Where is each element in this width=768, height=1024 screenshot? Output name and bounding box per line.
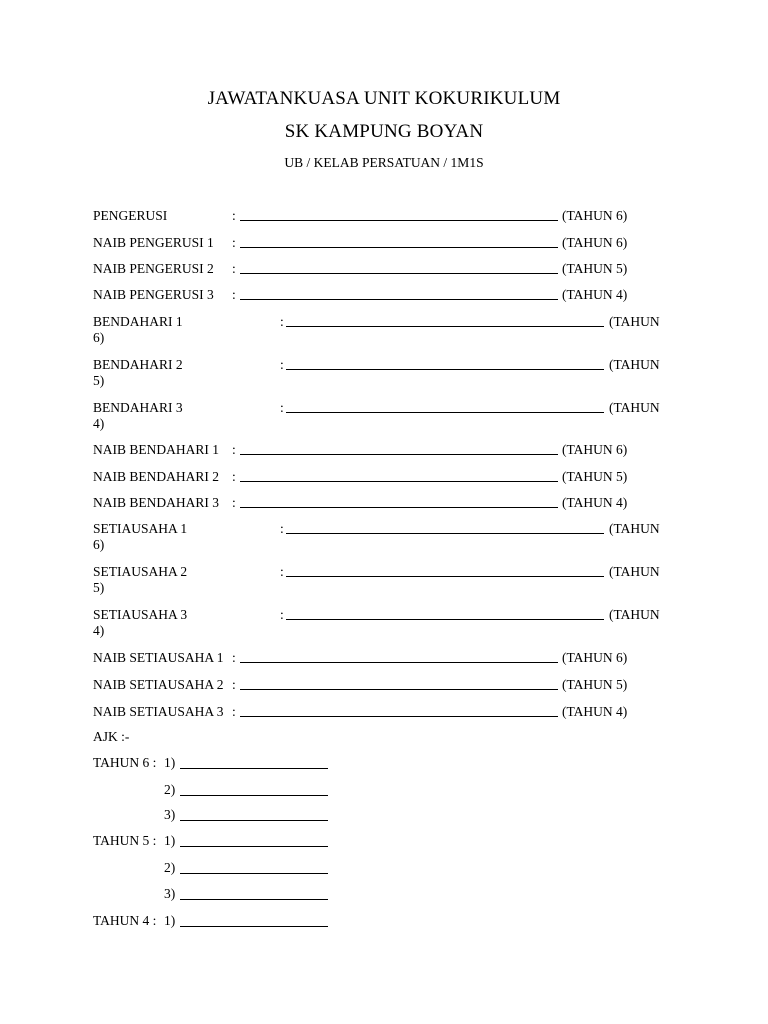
role-row: [93, 399, 693, 416]
tahun-label: (TAHUN 4): [562, 704, 628, 719]
document-title: JAWATANKUASA UNIT KOKURIKULUM: [207, 88, 561, 109]
tahun-continuation: 5): [93, 373, 105, 388]
name-fill-line[interactable]: [240, 442, 558, 455]
role-row: [93, 441, 693, 458]
tahun-label: (TAHUN 6): [562, 235, 628, 250]
ajk-item-number: 2): [164, 782, 176, 797]
ajk-item-number: 2): [164, 860, 176, 875]
role-label: PENGERUSI: [93, 208, 168, 223]
role-label: NAIB BENDAHARI 1: [93, 442, 219, 457]
role-label: NAIB PENGERUSI 2: [93, 261, 214, 276]
name-fill-line[interactable]: [240, 287, 558, 300]
role-row: [93, 286, 693, 303]
name-fill-line[interactable]: [240, 704, 558, 717]
role-colon: :: [232, 442, 236, 457]
role-row: [93, 606, 693, 623]
role-row: [93, 676, 693, 693]
name-fill-line[interactable]: [286, 400, 604, 413]
tahun-continuation: 6): [93, 537, 105, 552]
name-fill-line[interactable]: [286, 607, 604, 620]
tahun-continuation: 6): [93, 330, 105, 345]
tahun-label: (TAHUN: [609, 314, 660, 329]
role-row: [93, 649, 693, 666]
ajk-group-label: TAHUN 5 :: [93, 833, 157, 848]
document-subtitle: UB / KELAB PERSATUAN / 1M1S: [284, 155, 484, 170]
tahun-label: (TAHUN 5): [562, 261, 628, 276]
tahun-label: (TAHUN 4): [562, 287, 628, 302]
role-colon: :: [280, 607, 284, 622]
role-row: [93, 313, 693, 330]
name-fill-line[interactable]: [286, 357, 604, 370]
school-name: SK KAMPUNG BOYAN: [284, 121, 484, 142]
tahun-label: (TAHUN 6): [562, 650, 628, 665]
name-fill-line[interactable]: [240, 261, 558, 274]
ajk-item-number: 3): [164, 807, 176, 822]
tahun-label: (TAHUN 4): [562, 495, 628, 510]
role-row: [93, 563, 693, 580]
tahun-label: (TAHUN: [609, 357, 660, 372]
tahun-label: (TAHUN: [609, 564, 660, 579]
ajk-fill-line[interactable]: [180, 756, 328, 769]
tahun-label: (TAHUN: [609, 607, 660, 622]
role-label: NAIB SETIAUSAHA 2: [93, 677, 224, 692]
name-fill-line[interactable]: [286, 314, 604, 327]
ajk-item-number: 1): [164, 913, 176, 928]
name-fill-line[interactable]: [286, 521, 604, 534]
role-colon: :: [280, 314, 284, 329]
role-row: [93, 234, 693, 251]
tahun-label: (TAHUN 5): [562, 677, 628, 692]
tahun-continuation: 4): [93, 416, 105, 431]
ajk-item-number: 3): [164, 886, 176, 901]
ajk-fill-line[interactable]: [180, 861, 328, 874]
role-row: [93, 356, 693, 373]
tahun-continuation: 5): [93, 580, 105, 595]
name-fill-line[interactable]: [240, 677, 558, 690]
role-row: [93, 520, 693, 537]
role-label: NAIB SETIAUSAHA 3: [93, 704, 224, 719]
role-colon: :: [232, 495, 236, 510]
ajk-group-label: TAHUN 6 :: [93, 755, 157, 770]
role-label: BENDAHARI 3: [93, 400, 183, 415]
role-label: SETIAUSAHA 1: [93, 521, 188, 536]
ajk-fill-line[interactable]: [180, 914, 328, 927]
role-label: SETIAUSAHA 2: [93, 564, 188, 579]
role-colon: :: [280, 521, 284, 536]
role-colon: :: [232, 677, 236, 692]
ajk-fill-line[interactable]: [180, 808, 328, 821]
ajk-item-number: 1): [164, 833, 176, 848]
tahun-label: (TAHUN: [609, 521, 660, 536]
role-colon: :: [280, 357, 284, 372]
role-colon: :: [280, 400, 284, 415]
role-colon: :: [232, 469, 236, 484]
tahun-label: (TAHUN 6): [562, 442, 628, 457]
tahun-label: (TAHUN 6): [562, 208, 628, 223]
role-label: NAIB PENGERUSI 3: [93, 287, 214, 302]
name-fill-line[interactable]: [240, 469, 558, 482]
role-label: BENDAHARI 1: [93, 314, 183, 329]
name-fill-line[interactable]: [240, 235, 558, 248]
role-label: NAIB SETIAUSAHA 1: [93, 650, 224, 665]
tahun-label: (TAHUN: [609, 400, 660, 415]
ajk-fill-line[interactable]: [180, 834, 328, 847]
name-fill-line[interactable]: [240, 650, 558, 663]
name-fill-line[interactable]: [286, 564, 604, 577]
ajk-item-number: 1): [164, 755, 176, 770]
role-row: [93, 468, 693, 485]
name-fill-line[interactable]: [240, 495, 558, 508]
ajk-fill-line[interactable]: [180, 887, 328, 900]
ajk-group-label: TAHUN 4 :: [93, 913, 157, 928]
role-row: [93, 494, 693, 511]
role-row: [93, 207, 693, 224]
role-colon: :: [280, 564, 284, 579]
role-colon: :: [232, 287, 236, 302]
role-colon: :: [232, 208, 236, 223]
role-label: NAIB BENDAHARI 2: [93, 469, 219, 484]
ajk-fill-line[interactable]: [180, 783, 328, 796]
role-row: [93, 260, 693, 277]
role-colon: :: [232, 261, 236, 276]
name-fill-line[interactable]: [240, 208, 558, 221]
role-label: SETIAUSAHA 3: [93, 607, 188, 622]
role-label: NAIB PENGERUSI 1: [93, 235, 214, 250]
role-colon: :: [232, 650, 236, 665]
role-row: [93, 703, 693, 720]
role-label: NAIB BENDAHARI 3: [93, 495, 219, 510]
role-colon: :: [232, 704, 236, 719]
tahun-continuation: 4): [93, 623, 105, 638]
tahun-label: (TAHUN 5): [562, 469, 628, 484]
role-colon: :: [232, 235, 236, 250]
role-label: BENDAHARI 2: [93, 357, 183, 372]
ajk-heading: AJK :-: [93, 729, 130, 744]
